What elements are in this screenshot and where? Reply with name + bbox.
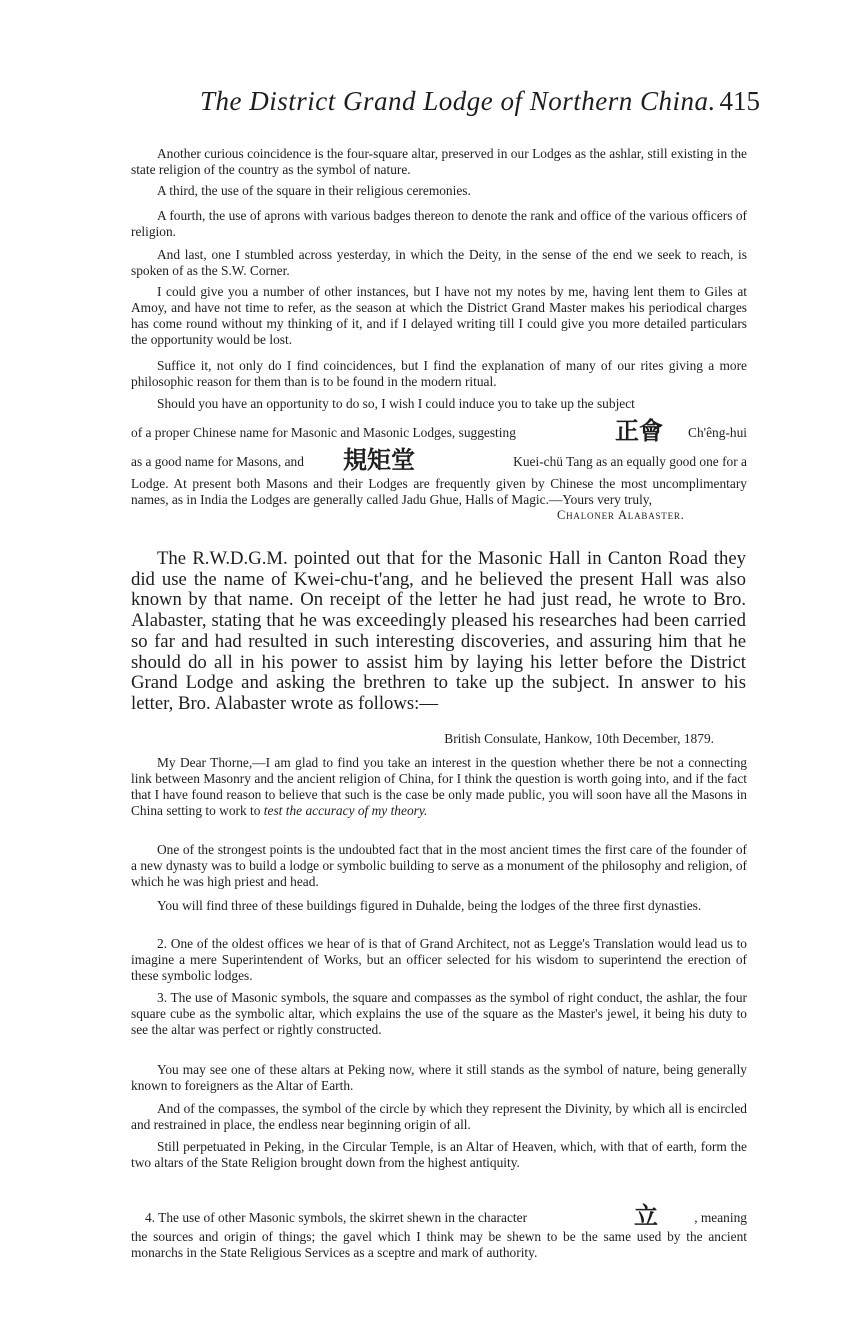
chinese-characters-kuei-chu-tang: 規矩堂 [343,446,415,474]
letter2-paragraph-1-text: My Dear Thorne,—I am glad to find you take an interest in the question whether there be not a connecting link between Masonry and the ancient religion of China, for I think the question is worth going into, and if the fact that I have found reason to believe that such is the case be only made public, you will soon have all the Masons in China setting to work to [131,755,747,818]
skirret-text: 4. The use of other Masonic symbols, the skirret shewn in the character [145,1210,528,1225]
letter2-paragraph-2: One of the strongest points is the undoubted fact that in the most ancient times the first care of the founder of a new dynasty was to build a lodge or symbolic building to serve as a monument of the philosophy and religion, of which he was high priest and head. [131,842,747,889]
romanization-kuei-chu-tang: Kuei-chü Tang as an equally good one for a [513,454,747,469]
masons-name-text: as a good name for Masons, and [131,454,304,469]
chinese-character-li: 立 [634,1202,658,1230]
chinese-name-line-1 [131,412,747,444]
letter1-paragraph-6: Suffice it, not only do I find coincidences, but I find the explanation of many of our rites giving a more philosophic reason for them than is to be found in the modern ritual. [131,358,747,389]
romanization-cheng-hui: Ch'êng-hui [688,425,747,440]
letter1-paragraph-closing: Lodge. At present both Masons and their Lodges are frequently given by Chinese the most uncomplimentary names, as in India the Lodges are generally called Jadu Ghue, Halls of Magic.—Yours very truly, [131,476,747,507]
letter2-paragraph-3: You will find three of these buildings figured in Duhalde, being the lodges of the three first dynasties. [157,898,702,913]
letter2-paragraph-9-continued: the sources and origin of things; the gavel which I think may be shewn to be the same used by the ancient monarchs in the State Religious Services as a sceptre and mark of authority. [131,1229,747,1260]
page-number: 415 [719,86,760,116]
running-title: The District Grand Lodge of Northern China. [200,86,716,116]
letter1-paragraph-1: Another curious coincidence is the four-square altar, preserved in our Lodges as the ashlar, still existing in the state religion of the country as the symbol of nature. [131,146,747,177]
letter2-paragraph-4: 2. One of the oldest offices we hear of is that of Grand Architect, not as Legge's Translation would lead us to imagine a mere Superintendent of Works, but an officer selected for his wisdom to superintend the erection of these symbolic lodges. [131,936,747,983]
narrative-paragraph: The R.W.D.G.M. pointed out that for the Masonic Hall in Canton Road they did use the name of Kwei-chu-t'ang, and he believed the present Hall was also known by that name. On receipt of the letter he had just read, he wrote to Bro. Alabaster, stating that he was exceedingly pleased his researches had been carried so far and had resulted in such interesting discoveries, and assuring him that he should do all in his power to assist him by laying his letter before the District Grand Lodge and asking the brethren to take up the subject. In answer to his letter, Bro. Alabaster wrote as follows:— [131,548,746,714]
letter2-paragraph-8: Still perpetuated in Peking, in the Circular Temple, is an Altar of Heaven, which, with that of earth, form the two altars of the State Religion brought down from the highest antiquity. [131,1139,747,1170]
skirret-character-line [131,1197,747,1229]
letter2-paragraph-1 [131,755,747,819]
letter2-paragraph-5: 3. The use of Masonic symbols, the square and compasses as the symbol of right conduct, the ashlar, the four square cube as the symbolic altar, which explains the use of the square as the Master's jewel, it being his duty to see the altar was perfect or rightly constructed. [131,990,747,1037]
chinese-characters-cheng-hui: 正會 [615,417,663,445]
letter1-paragraph-7: Should you have an opportunity to do so, I wish I could induce you to take up the subject [157,396,635,411]
running-head [200,86,760,126]
letter1-paragraph-5: I could give you a number of other instances, but I have not my notes by me, having lent them to Giles at Amoy, and have not time to refer, as the season at which the District Grand Master makes his periodical charges has come round without my thinking of it, and if I delayed writing till I could give you more detailed particulars the opportunity would be lost. [131,284,747,347]
letter2-paragraph-1-italic: test the accuracy of my theory. [263,803,428,818]
dateline: British Consulate, Hankow, 10th December, 1879. [444,731,714,746]
letter2-paragraph-7: And of the compasses, the symbol of the circle by which they represent the Divinity, by which all is encircled and restrained in place, the endless near beginning origin of all. [131,1101,747,1132]
chinese-name-line-2 [131,441,747,473]
meaning-text: , meaning [694,1210,747,1225]
suggestion-text: of a proper Chinese name for Masonic and Masonic Lodges, suggesting [131,425,516,440]
letter1-paragraph-4: And last, one I stumbled across yesterday, in which the Deity, in the sense of the end we seek to reach, is spoken of as the S.W. Corner. [131,247,747,278]
letter2-paragraph-6: You may see one of these altars at Peking now, where it still stands as the symbol of nature, being generally known to foreigners as the Altar of Earth. [131,1062,747,1093]
letter1-paragraph-2: A third, the use of the square in their religious ceremonies. [157,183,471,198]
letter1-paragraph-3: A fourth, the use of aprons with various badges thereon to denote the rank and office of the various officers of religion. [131,208,747,239]
signature: Chaloner Alabaster. [557,508,685,522]
